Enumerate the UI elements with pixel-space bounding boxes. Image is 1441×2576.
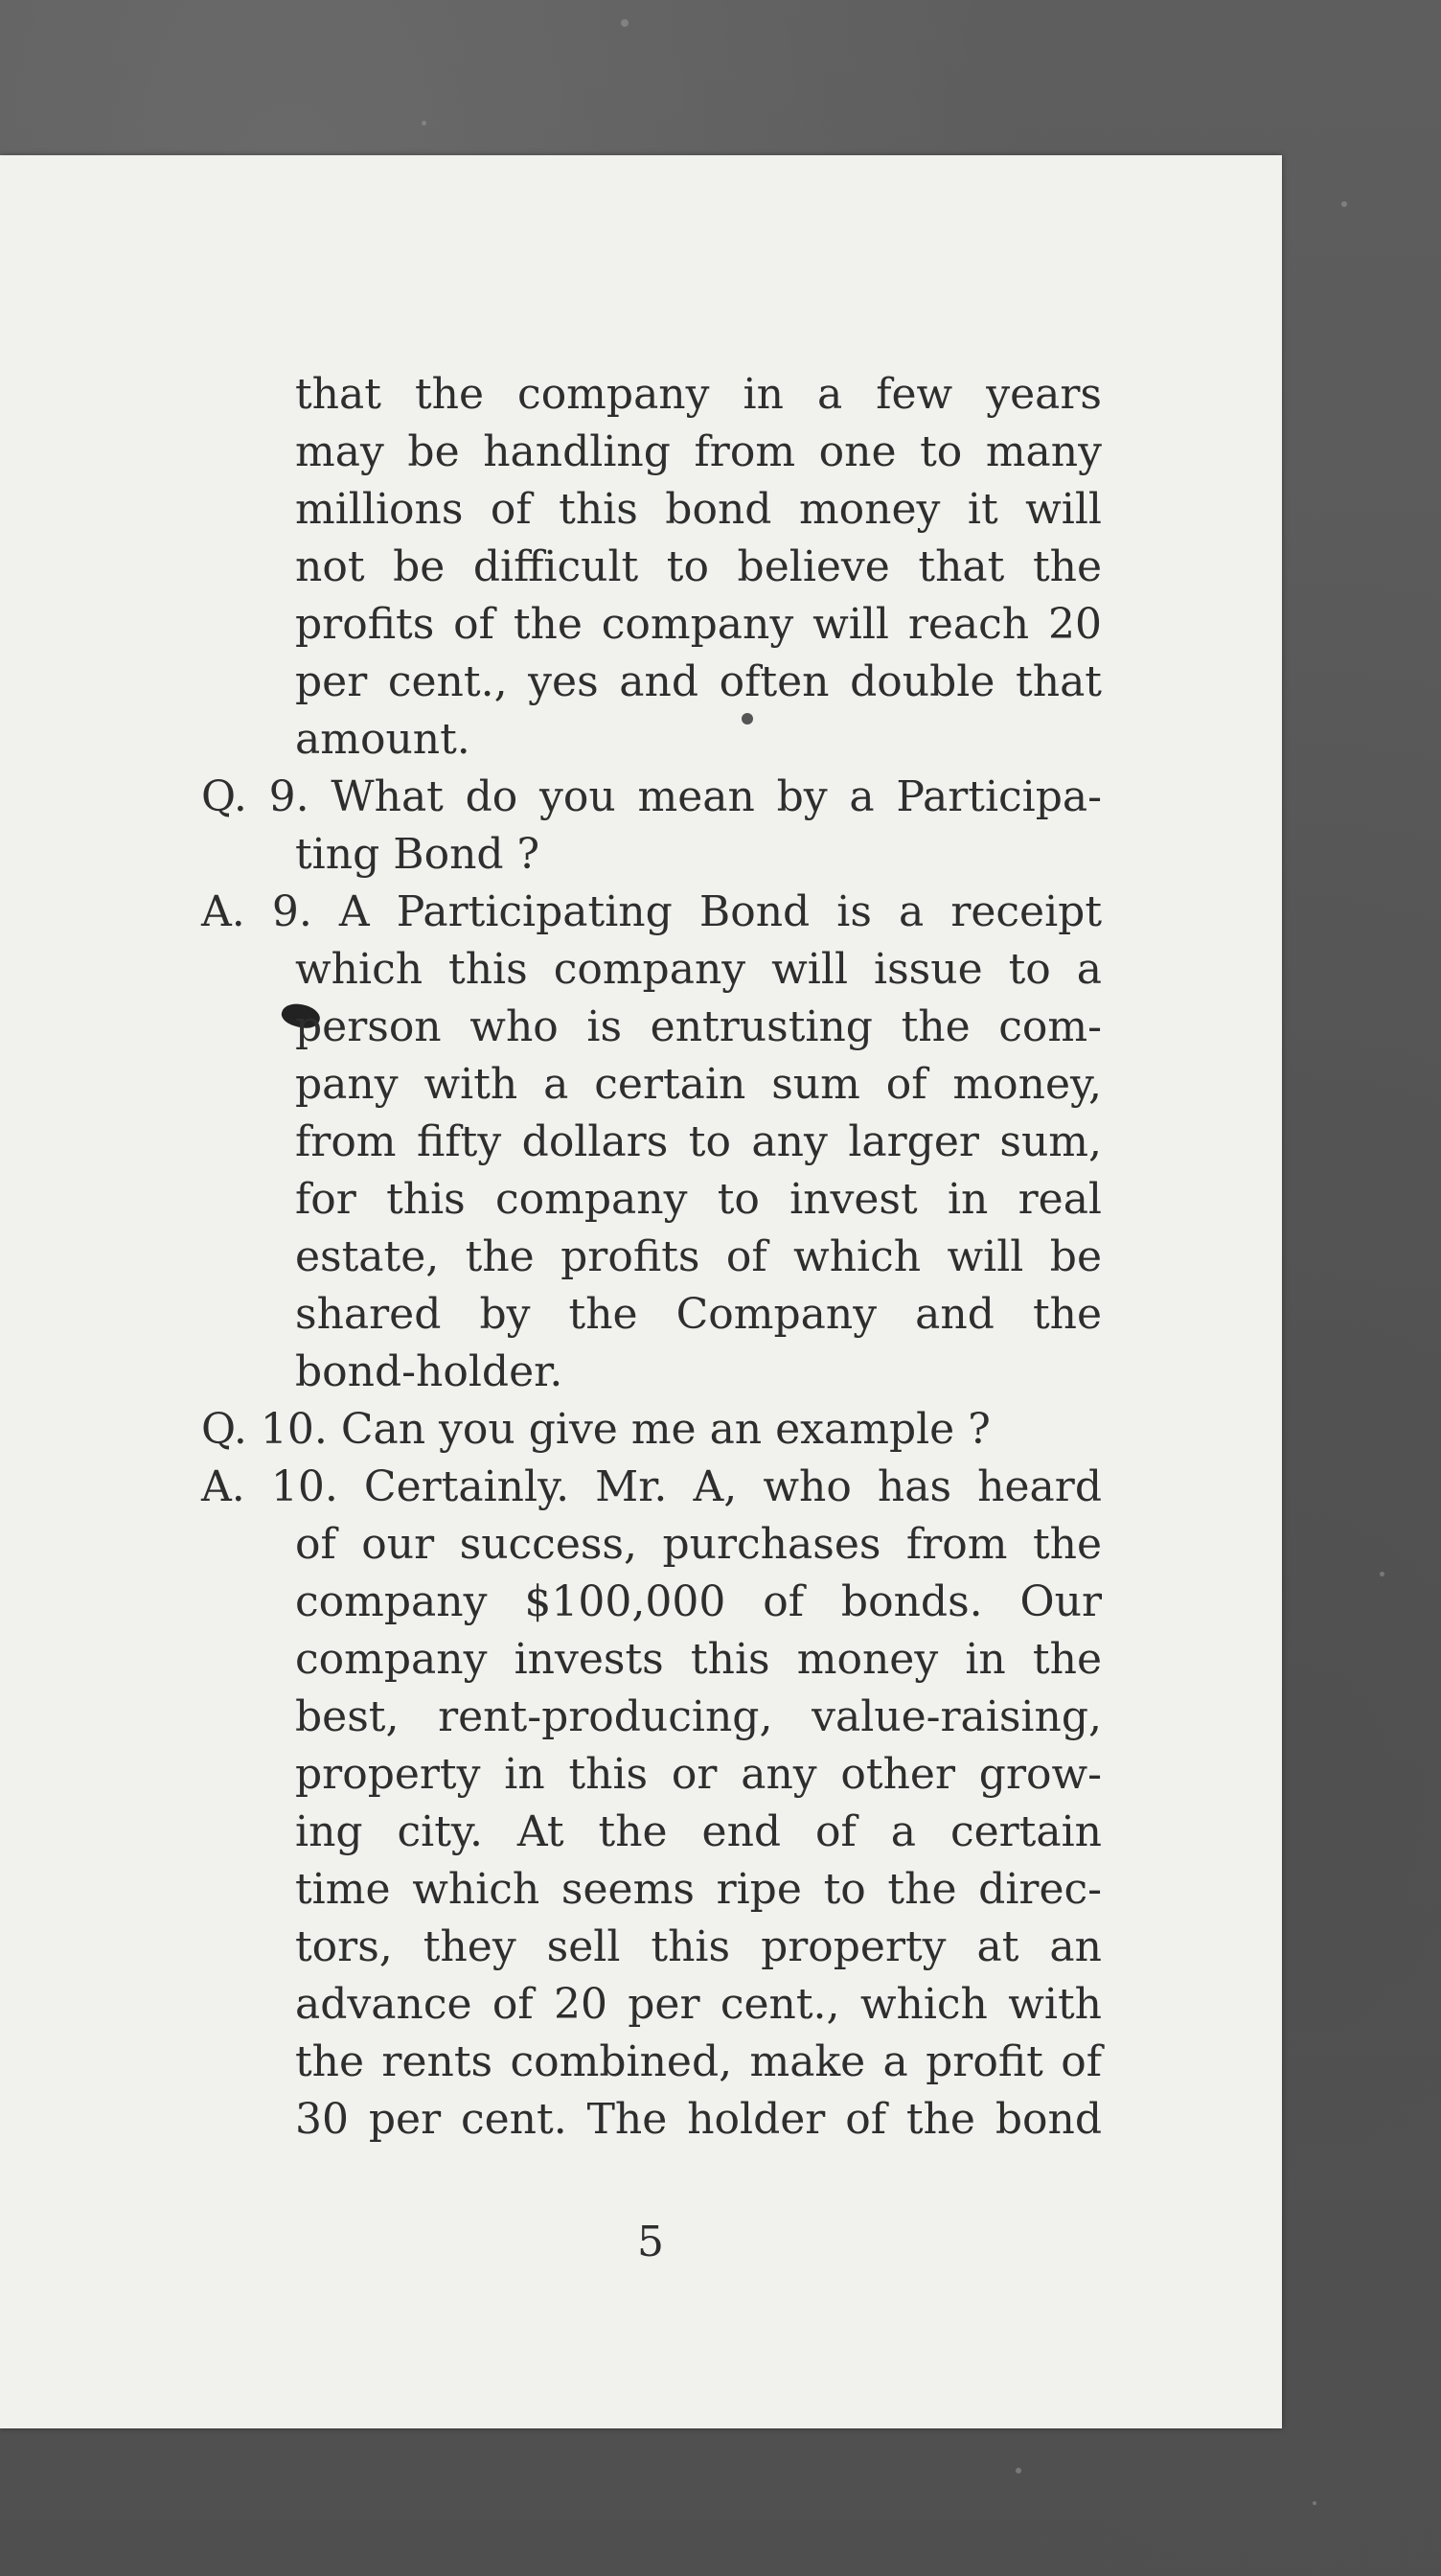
answer-line: bond-holder.: [295, 1347, 563, 1396]
text-line: per cent., yes and often double that: [295, 657, 1102, 706]
answer-line: person who is entrusting the com-: [295, 1002, 1102, 1051]
text-line: profits of the company will reach 20: [295, 600, 1102, 649]
dust-speck: [621, 19, 629, 27]
dust-speck: [1016, 2468, 1021, 2473]
text-line: may be handling from one to many: [295, 427, 1102, 476]
answer-line: pany with a certain sum of money,: [295, 1060, 1102, 1109]
answer-9: [201, 884, 1102, 1401]
answer-line: company invests this money in the: [295, 1635, 1102, 1684]
answer-line: 30 per cent. The holder of the bond: [295, 2095, 1102, 2144]
answer-line: from fifty dollars to any larger sum,: [295, 1117, 1102, 1166]
dust-speck: [1313, 2501, 1316, 2505]
document-page: [0, 155, 1282, 2428]
dust-speck: [1341, 201, 1347, 207]
dust-speck: [422, 121, 426, 126]
answer-line: tors, they sell this property at an: [295, 1922, 1102, 1971]
answer-line: time which seems ripe to the direc-: [295, 1865, 1102, 1914]
answer-10: [201, 1459, 1102, 2149]
dust-speck: [1380, 1572, 1384, 1576]
answer-line: shared by the Company and the: [295, 1290, 1102, 1339]
answer-line: property in this or any other grow-: [295, 1750, 1102, 1799]
question-line: ting Bond ?: [295, 830, 540, 879]
answer-line: ing city. At the end of a certain: [295, 1807, 1102, 1856]
question-10: [201, 1401, 1102, 1459]
answer-line: the rents combined, make a profit of: [295, 2037, 1102, 2086]
answer-line: of our success, purchases from the: [295, 1520, 1102, 1569]
answer-line: advance of 20 per cent., which with: [295, 1980, 1102, 2029]
answer-line: estate, the profits of which will be: [295, 1232, 1102, 1281]
page-number: 5: [637, 2218, 664, 2266]
text-line: millions of this bond money it will: [295, 485, 1102, 534]
continuation-paragraph: [295, 366, 1102, 769]
question-line: Q. 10. Can you give me an example ?: [201, 1405, 991, 1454]
answer-line: A. 10. Certainly. Mr. A, who has heard: [201, 1462, 1102, 1511]
answer-line: company $100,000 of bonds. Our: [295, 1577, 1102, 1626]
answer-line: best, rent-producing, value-raising,: [295, 1692, 1102, 1741]
page-text: [201, 366, 1102, 2149]
answer-line: which this company will issue to a: [295, 945, 1102, 994]
text-line: amount.: [295, 715, 470, 764]
answer-line: A. 9. A Participating Bond is a receipt: [201, 887, 1102, 936]
text-line: not be difficult to believe that the: [295, 542, 1102, 591]
answer-line: for this company to invest in real: [295, 1175, 1102, 1224]
question-line: Q. 9. What do you mean by a Participa-: [201, 772, 1102, 821]
question-9: [201, 769, 1102, 884]
text-line: that the company in a few years: [295, 370, 1102, 419]
